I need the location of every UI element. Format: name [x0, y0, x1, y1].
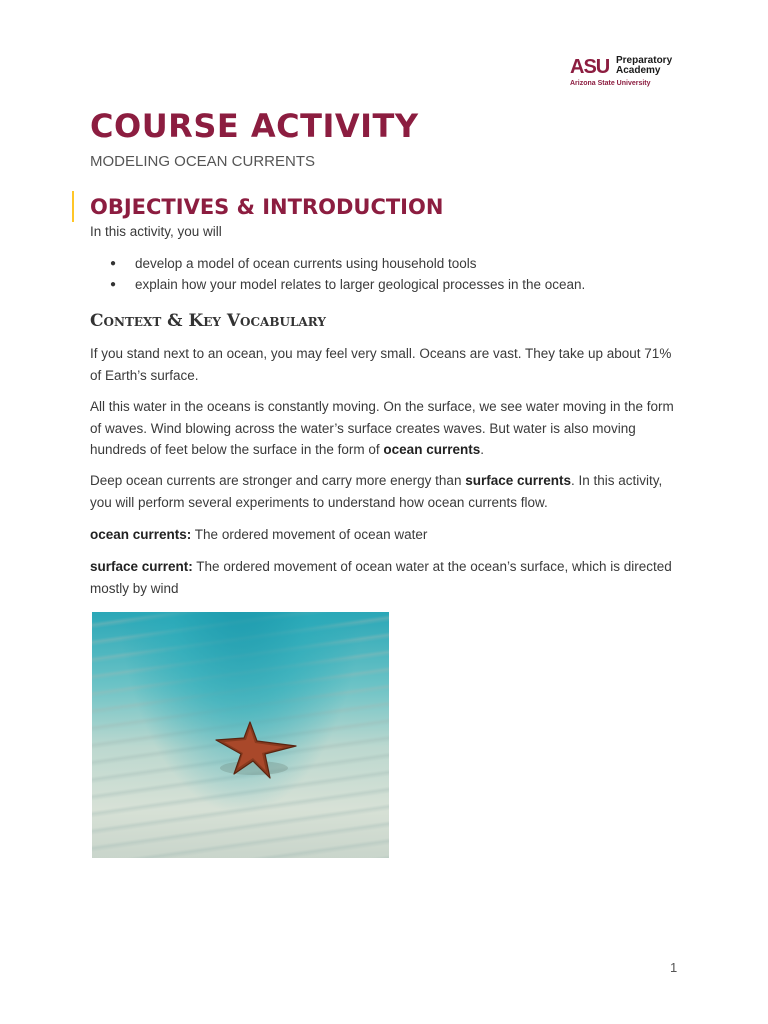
asu-prep-logo: [570, 55, 680, 91]
starfish-icon: [210, 716, 300, 786]
list-item: ● develop a model of ocean currents using household tools: [110, 253, 585, 274]
context-heading: Context & Key Vocabulary: [90, 311, 326, 331]
list-item: ● explain how your model relates to larger geological processes in the ocean.: [110, 274, 585, 295]
page-subtitle: MODELING OCEAN CURRENTS: [90, 153, 316, 170]
section-accent-bar: [72, 191, 74, 222]
intro-text: In this activity, you will: [90, 224, 222, 239]
logo-name: Preparatory Academy: [616, 55, 673, 76]
page-title: COURSE ACTIVITY: [90, 107, 419, 145]
paragraph-water-moving: All this water in the oceans is constantly moving. On the surface, we see water moving in the form of waves. Wind blowing across the water’s surface creates waves. But water is also moving hundreds of feet below the surface in the form of ocean currents.: [90, 399, 674, 457]
vocab-surface-current: surface current: The ordered movement of ocean water at the ocean’s surface, which is directed mostly by wind: [90, 559, 672, 596]
paragraph-ocean-size: If you stand next to an ocean, you may feel very small. Oceans are vast. They take up about 71% of Earth’s surface.: [90, 346, 672, 383]
page-number: 1: [670, 960, 678, 975]
vocab-ocean-currents: ocean currents: The ordered movement of ocean water: [90, 527, 428, 542]
starfish-photo: [92, 612, 389, 858]
logo-university: Arizona State University: [570, 80, 651, 87]
section-title: OBJECTIVES & INTRODUCTION: [90, 195, 444, 219]
asu-logo-mark: ASU: [570, 56, 610, 78]
objectives-list: [110, 253, 585, 295]
paragraph-deep-currents: Deep ocean currents are stronger and carry more energy than surface currents. In this activity, you will perform several experiments to understand how ocean currents flow.: [90, 473, 663, 510]
